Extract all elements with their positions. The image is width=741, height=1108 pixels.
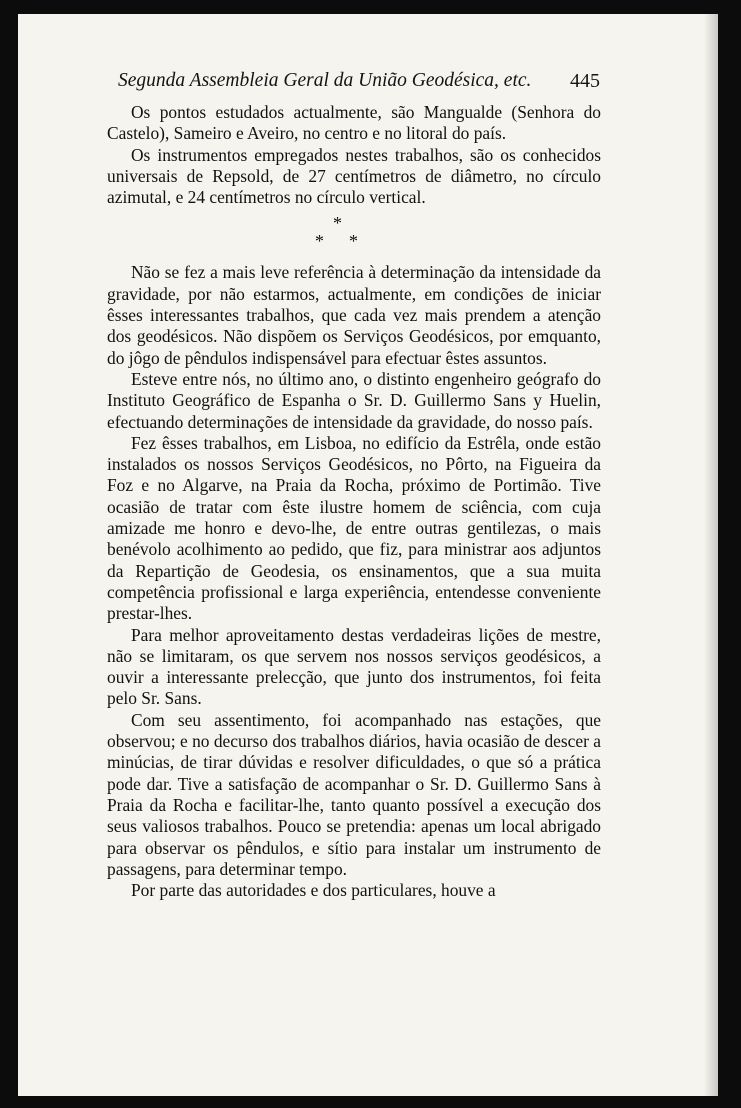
paragraph: Os instrumentos empregados nestes trabalhos, são os conhecidos universais de Repsold, de 27 centímetros de diâmetro, no círculo azimutal, e 24 centímetros no círculo vertical. [107,144,601,208]
page-number: 445 [570,70,600,92]
paragraph: Esteve entre nós, no último ano, o distinto engenheiro geógrafo do Instituto Geográfico de Espanha o Sr. D. Guillermo Sans y Huelin, efectuando determinações de intensidade da gravidade, do nosso país. [107,368,601,432]
body-text [107,102,601,901]
asterism-star: * [333,213,342,234]
section-spacer [107,250,601,262]
asterism-star: * [315,231,324,252]
page-edge-shadow [704,14,718,1096]
asterism-star: * [349,231,358,252]
paragraph: Para melhor aproveitamento destas verdadeiras lições de mestre, não se limitaram, os que servem nos nossos serviços geodésicos, a ouvir a interessante prelecção, que junto dos instrumentos, foi feita pelo Sr. Sans. [107,624,601,709]
paragraph: Com seu assentimento, foi acompanhado nas estações, que observou; e no decurso dos trabalhos diários, havia ocasião de descer a minúcias, de tirar dúvidas e resolver dificuldades, o que só a prática pode dar. Tive a satisfação de acompanhar o Sr. D. Guillermo Sans à Praia da Rocha e facilitar-lhe, tanto quanto possível a execução dos seus valiosos trabalhos. Pouco se pretendia: apenas um local abrigado para observar os pêndulos, e sítio para instalar um instrumento de passagens, para determinar tempo. [107,709,601,879]
page-header [118,68,600,98]
running-head: Segunda Assembleia Geral da União Geodésica, etc. [118,70,532,91]
paragraph: Por parte das autoridades e dos particulares, houve a [131,880,496,901]
section-break-asterism [107,208,601,250]
paragraph: Fez êsses trabalhos, em Lisboa, no edifício da Estrêla, onde estão instalados os nossos Serviços Geodésicos, no Pôrto, na Figueira da Foz e no Algarve, na Praia da Rocha, próximo de Portimão. Tive ocasião de tratar com êste ilustre homem de sciência, com cuja amizade me honro e devo-lhe, de entre outras gentilezas, o mais benévolo acolhimento ao pedido, que fiz, para ministrar aos adjuntos da Repartição de Geodesia, os ensinamentos, que a sua muita competência profissional e larga experiência, entendesse conveniente prestar-lhes. [107,432,601,624]
book-page [18,14,718,1096]
paragraph: Não se fez a mais leve referência à determinação da intensidade da gravidade, por não estarmos, actualmente, em condições de iniciar êsses interessantes trabalhos, que cada vez mais prendem a atenção dos geodésicos. Não dispõem os Serviços Geodésicos, por emquanto, do jôgo de pêndulos indispensável para efectuar êstes assuntos. [107,262,601,368]
paragraph: Os pontos estudados actualmente, são Mangualde (Senhora do Castelo), Sameiro e Aveiro, no centro e no litoral do país. [107,102,601,144]
